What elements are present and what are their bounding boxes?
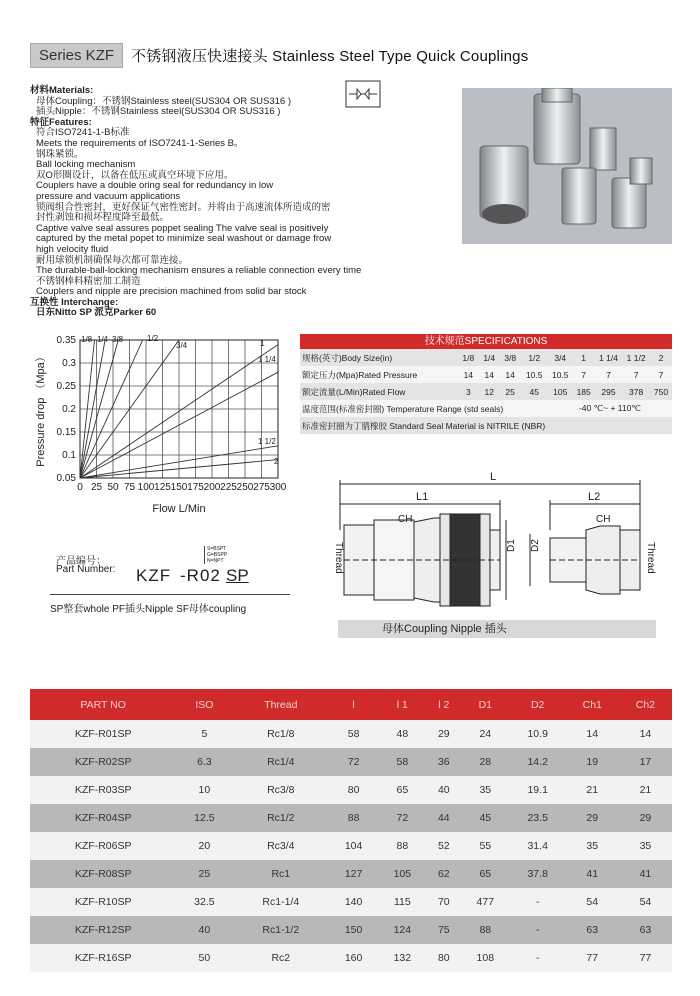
spec-label: 额定压力(Mpa)Rated Pressure <box>300 366 458 383</box>
x-axis-label: Flow L/Min <box>152 503 206 515</box>
specifications-table <box>300 334 672 434</box>
table-cell: 105 <box>378 860 427 888</box>
thread-option: S=BSPT <box>207 546 227 552</box>
table-cell: Rc1/2 <box>232 804 329 832</box>
page-header <box>30 42 528 68</box>
parts-table-header <box>30 689 672 720</box>
feature-line: Ball locking mechanism <box>36 159 136 171</box>
spec-cell: 1/8 <box>458 349 479 366</box>
table-cell: KZF-R04SP <box>30 804 176 832</box>
x-tick-label: 125 <box>154 482 171 493</box>
table-cell: 52 <box>427 832 461 860</box>
feature-line: Meets the requirements of ISO7241-1-Series B。 <box>36 137 244 149</box>
part-number-label-en: Part Number: <box>56 564 116 575</box>
feature-line: 不锈钢棒料精密加工制造 <box>36 275 141 287</box>
product-photo <box>462 88 672 244</box>
x-tick-label: 150 <box>170 482 188 493</box>
spec-row-seal <box>300 417 672 434</box>
spec-seal-text: 标准密封圈为丁腈橡胶 Standard Seal Material is NITRILE (NBR) <box>300 417 672 434</box>
table-cell: 160 <box>329 944 378 972</box>
table-cell: 40 <box>176 916 232 944</box>
table-cell: 65 <box>461 860 510 888</box>
table-cell: 14 <box>566 720 619 748</box>
col-header: l 2 <box>427 689 461 720</box>
feature-line: 耐用球锁机制确保每次都可靠连接。 <box>36 254 189 266</box>
series-label: 1 <box>260 339 265 348</box>
col-header: Thread <box>232 689 329 720</box>
thread-option: N=NPT <box>207 558 224 564</box>
table-cell: 80 <box>427 944 461 972</box>
table-cell: 108 <box>461 944 510 972</box>
table-cell: 77 <box>619 944 672 972</box>
table-cell: 35 <box>461 776 510 804</box>
series-label: 3/8 <box>112 335 124 344</box>
table-cell: Rc1/8 <box>232 720 329 748</box>
dim-D1: D1 <box>506 539 517 552</box>
x-tick-label: 225 <box>220 482 237 493</box>
coupling-dimension-drawing <box>330 470 670 620</box>
table-cell: 40 <box>427 776 461 804</box>
materials-features <box>30 85 426 319</box>
table-cell: 75 <box>427 916 461 944</box>
spec-cell: -40 ℃~ + 110℃ <box>548 400 672 417</box>
feature-line: high velocity fluid <box>36 243 109 255</box>
part-number-legend: SP整套whole PF插头Nipple SF母体coupling <box>50 604 247 615</box>
table-cell: Rc3/8 <box>232 776 329 804</box>
spec-cell: 105 <box>548 383 573 400</box>
table-cell: 5 <box>176 720 232 748</box>
table-cell: 20 <box>176 832 232 860</box>
spec-label: 规格(英寸)Body Size(in) <box>300 349 458 366</box>
table-cell: KZF-R16SP <box>30 944 176 972</box>
x-tick-label: 275 <box>253 482 270 493</box>
col-header: l 1 <box>378 689 427 720</box>
materials-title: 材料Materials: <box>30 85 94 96</box>
dim-D2: D2 <box>530 539 541 552</box>
series-label: 3/4 <box>176 341 188 350</box>
thread-options <box>204 546 227 564</box>
spec-cell: 25 <box>500 383 521 400</box>
table-cell: 10.9 <box>510 720 566 748</box>
code-size: -R02 <box>180 566 221 585</box>
x-tick-label: 0 <box>77 482 83 493</box>
table-cell: 19.1 <box>510 776 566 804</box>
spec-cell: 3/8 <box>500 349 521 366</box>
spec-row-temp <box>300 400 672 417</box>
spec-cell: 750 <box>650 383 672 400</box>
series-badge: Series KZF <box>30 43 123 68</box>
table-cell: 88 <box>461 916 510 944</box>
table-cell: - <box>510 888 566 916</box>
table-cell: KZF-R10SP <box>30 888 176 916</box>
table-cell: 17 <box>619 748 672 776</box>
spec-cell: 2 <box>650 349 672 366</box>
table-cell: 29 <box>427 720 461 748</box>
spec-row-flow <box>300 383 672 400</box>
spec-cell: 3 <box>458 383 479 400</box>
spec-cell: 7 <box>573 366 595 383</box>
x-tick-label: 300 <box>269 482 287 493</box>
code-prefix: KZF <box>136 566 172 585</box>
dim-L2: L2 <box>588 491 601 503</box>
table-cell: 41 <box>619 860 672 888</box>
table-cell: Rc1/4 <box>232 748 329 776</box>
table-cell: 72 <box>378 804 427 832</box>
table-cell: Rc1 <box>232 860 329 888</box>
spec-cell: 1 1/2 <box>622 349 650 366</box>
feature-line: 封性剥蚀和损坏程度降至最低。 <box>36 212 170 224</box>
y-tick-label: 0.05 <box>56 473 76 484</box>
spec-cell: 3/4 <box>548 349 573 366</box>
x-tick-label: 50 <box>107 482 119 493</box>
y-tick-label: 0.3 <box>62 358 76 369</box>
spec-cell: 14 <box>479 366 500 383</box>
table-cell: 21 <box>566 776 619 804</box>
x-tick-label: 25 <box>90 482 103 493</box>
dim-thread: Thread <box>333 542 344 574</box>
spec-cell: 185 <box>573 383 595 400</box>
feature-line: 锁阀组合性密封，更好保证气密性密封。并将由于高速流体所造成的密 <box>36 201 331 213</box>
dim-L: L <box>490 471 497 483</box>
x-tick-label: 200 <box>203 482 221 493</box>
table-cell: 45 <box>461 804 510 832</box>
table-cell: 80 <box>329 776 378 804</box>
x-tick-label: 100 <box>137 482 155 493</box>
spec-cell: 7 <box>622 366 650 383</box>
spec-row-pressure <box>300 366 672 383</box>
table-cell: 6.3 <box>176 748 232 776</box>
feature-line: 符合ISO7241-1-B标准 <box>36 127 130 139</box>
table-cell: 104 <box>329 832 378 860</box>
table-cell: - <box>510 944 566 972</box>
table-cell: 65 <box>378 776 427 804</box>
series-label: 2 <box>274 457 279 466</box>
table-cell: KZF-R08SP <box>30 860 176 888</box>
spec-cell: 14 <box>500 366 521 383</box>
specifications-title: 技术规范SPECIFICATIONS <box>300 334 672 349</box>
table-cell: 12.5 <box>176 804 232 832</box>
series-label: 1 1/2 <box>258 437 276 446</box>
table-cell: KZF-R12SP <box>30 916 176 944</box>
x-tick-label: 75 <box>123 482 136 493</box>
table-cell: 35 <box>619 832 672 860</box>
pressure-drop-chart <box>30 332 300 522</box>
table-cell: 127 <box>329 860 378 888</box>
table-cell: 24 <box>461 720 510 748</box>
feature-line: 钢珠紧锁。 <box>36 148 84 160</box>
table-cell: 25 <box>176 860 232 888</box>
dim-ch: CH <box>398 514 413 525</box>
spec-cell: 14 <box>458 366 479 383</box>
spec-cell: 45 <box>521 383 548 400</box>
table-cell: 58 <box>329 720 378 748</box>
table-cell: 88 <box>378 832 427 860</box>
table-cell: Rc3/4 <box>232 832 329 860</box>
table-row <box>30 888 672 916</box>
table-row <box>30 776 672 804</box>
table-cell: 55 <box>461 832 510 860</box>
dim-ch2: CH <box>596 514 611 525</box>
x-tick-label: 175 <box>187 482 204 493</box>
spec-cell: 1/2 <box>521 349 548 366</box>
col-header: D1 <box>461 689 510 720</box>
part-number-label: 产品编号： <box>56 556 106 567</box>
table-cell: 72 <box>329 748 378 776</box>
table-row <box>30 944 672 972</box>
table-cell: 58 <box>378 748 427 776</box>
y-tick-label: 0.1 <box>62 450 76 461</box>
features-title: 特征Features: <box>30 116 92 128</box>
table-cell: 88 <box>329 804 378 832</box>
parts-table <box>30 689 672 972</box>
table-cell: 140 <box>329 888 378 916</box>
interchange-line: 日东Nitto SP 派克Parker 60 <box>36 307 157 319</box>
series-label: 1/8 <box>81 335 93 344</box>
col-header: Ch1 <box>566 689 619 720</box>
dim-L1: L1 <box>416 491 429 503</box>
spec-label: 温度范围(标准密封圈) Temperature Range (std seals) <box>300 400 548 417</box>
spec-cell: 10.5 <box>548 366 573 383</box>
col-header: ISO <box>176 689 232 720</box>
table-cell: 150 <box>329 916 378 944</box>
table-cell: 41 <box>566 860 619 888</box>
table-cell: KZF-R03SP <box>30 776 176 804</box>
materials-line: 母体Coupling：不锈钢Stainless steel(SUS304 OR SUS316 ) <box>36 95 292 107</box>
table-cell: 115 <box>378 888 427 916</box>
drawing-caption <box>338 620 656 638</box>
y-tick-label: 0.35 <box>56 335 76 346</box>
table-cell: 32.5 <box>176 888 232 916</box>
interchange-title: 互换性 Interchange: <box>30 296 119 308</box>
feature-line: Couplers have a double oring seal for redundancy in low <box>36 180 274 192</box>
table-cell: 54 <box>566 888 619 916</box>
y-tick-label: 0.25 <box>56 381 76 392</box>
spec-row-size <box>300 349 672 366</box>
table-cell: 477 <box>461 888 510 916</box>
table-cell: 54 <box>619 888 672 916</box>
table-cell: 124 <box>378 916 427 944</box>
table-cell: 29 <box>619 804 672 832</box>
spec-cell: 7 <box>650 366 672 383</box>
col-header: l <box>329 689 378 720</box>
col-header: Ch2 <box>619 689 672 720</box>
y-tick-label: 0.2 <box>62 404 76 415</box>
table-cell: 77 <box>566 944 619 972</box>
part-number-block <box>50 548 300 618</box>
series-label: 1 1/4 <box>258 355 276 364</box>
feature-line: pressure and vacuum applications <box>36 190 181 202</box>
y-axis-label: Pressure drop （Mpa） <box>35 351 47 467</box>
table-row <box>30 748 672 776</box>
spec-cell: 7 <box>595 366 623 383</box>
table-cell: 44 <box>427 804 461 832</box>
spec-cell: 1 1/4 <box>595 349 623 366</box>
col-header: PART NO <box>30 689 176 720</box>
table-cell: 21 <box>619 776 672 804</box>
spec-cell: 12 <box>479 383 500 400</box>
table-cell: - <box>510 916 566 944</box>
table-cell: 35 <box>566 832 619 860</box>
table-cell: KZF-R01SP <box>30 720 176 748</box>
spec-label: 额定流量(L/Min)Rated Flow <box>300 383 458 400</box>
table-cell: KZF-R06SP <box>30 832 176 860</box>
series-label: 1/2 <box>147 334 159 343</box>
table-cell: KZF-R02SP <box>30 748 176 776</box>
table-cell: 132 <box>378 944 427 972</box>
table-cell: 37.8 <box>510 860 566 888</box>
spec-cell: 295 <box>595 383 623 400</box>
table-cell: 36 <box>427 748 461 776</box>
table-cell: Rc2 <box>232 944 329 972</box>
table-cell: 48 <box>378 720 427 748</box>
feature-line: Captive valve seal assures poppet sealing The valve seal is positively <box>36 222 329 234</box>
page-title: 不锈钢液压快速接头 Stainless Steel Type Quick Couplings <box>131 47 529 65</box>
table-cell: 70 <box>427 888 461 916</box>
table-cell: 63 <box>619 916 672 944</box>
table-cell: 31.4 <box>510 832 566 860</box>
table-row <box>30 860 672 888</box>
table-row <box>30 832 672 860</box>
table-cell: 19 <box>566 748 619 776</box>
drawing-caption-text: 母体Coupling Nipple 插头 <box>382 623 507 635</box>
dim-thread2: Thread <box>645 542 656 574</box>
table-row <box>30 916 672 944</box>
table-cell: Rc1-1/4 <box>232 888 329 916</box>
spec-cell: 10.5 <box>521 366 548 383</box>
x-tick-label: 250 <box>236 482 254 493</box>
spec-cell: 1/4 <box>479 349 500 366</box>
materials-line: 插头Nipple：不锈钢Stainless steel(SUS304 OR SUS316 ) <box>36 106 281 118</box>
table-row <box>30 804 672 832</box>
table-cell: 29 <box>566 804 619 832</box>
table-cell: 62 <box>427 860 461 888</box>
spec-cell: 1 <box>573 349 595 366</box>
table-cell: 14 <box>619 720 672 748</box>
series-label: 1/4 <box>97 335 109 344</box>
table-cell: 23.5 <box>510 804 566 832</box>
table-row <box>30 720 672 748</box>
code-suffix: SP <box>226 566 249 585</box>
table-cell: 10 <box>176 776 232 804</box>
table-cell: Rc1-1/2 <box>232 916 329 944</box>
feature-line: Couplers and nipple are precision machined from solid bar stock <box>36 286 307 298</box>
thread-option: G=BSPP <box>207 552 228 558</box>
feature-line: The durable-ball-locking mechanism ensures a reliable connection every time <box>36 265 362 277</box>
y-tick-label: 0.15 <box>56 427 76 438</box>
table-cell: 63 <box>566 916 619 944</box>
table-cell: 28 <box>461 748 510 776</box>
spec-cell: 378 <box>622 383 650 400</box>
feature-line: 双O形圈设计，以备在低压或真空环境下应用。 <box>36 169 234 181</box>
feature-line: captured by the metal popet to minimize seal washout or damage frow <box>36 233 332 245</box>
table-cell: 14.2 <box>510 748 566 776</box>
table-cell: 50 <box>176 944 232 972</box>
col-header: D2 <box>510 689 566 720</box>
